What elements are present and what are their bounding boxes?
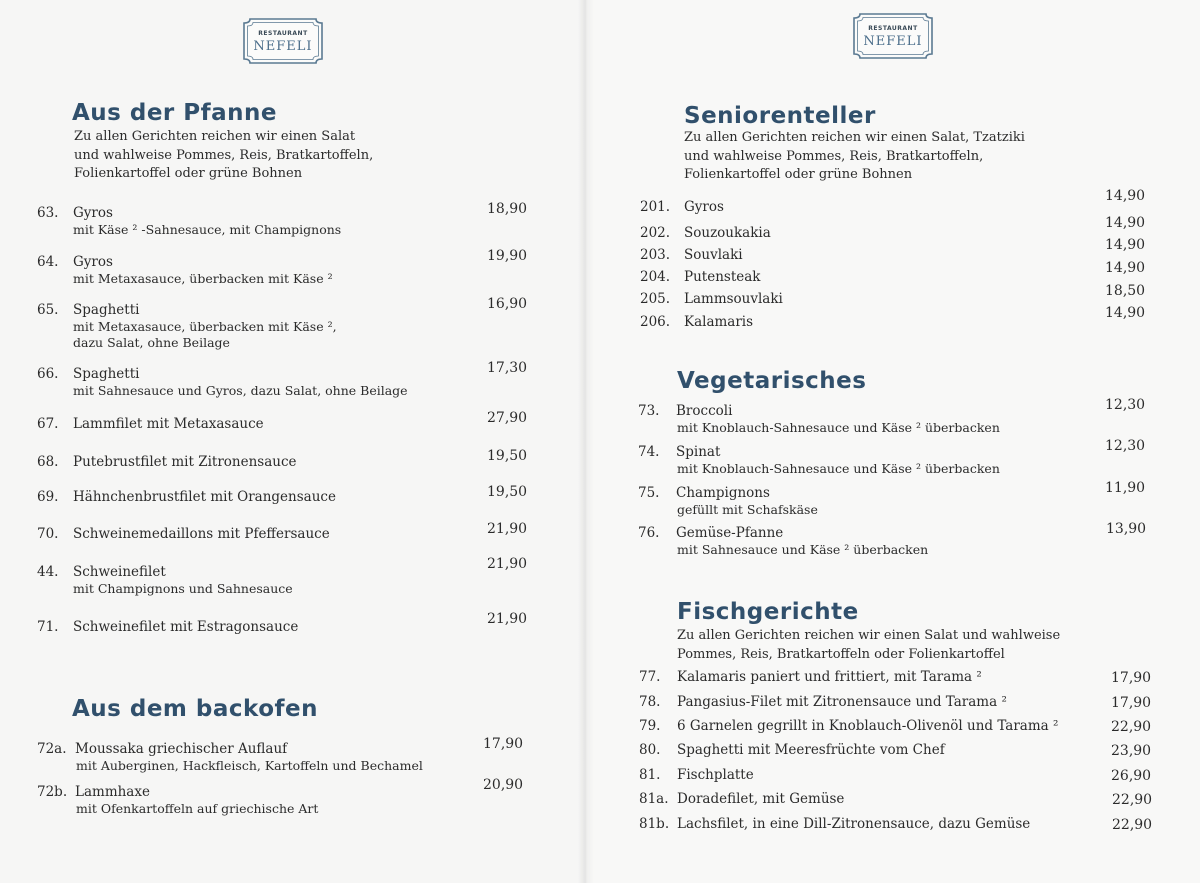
item-price: 26,90	[1111, 768, 1152, 784]
item-name: Moussaka griechischer Auflauf	[75, 741, 288, 757]
item-number: 74.	[638, 444, 660, 460]
item-number: 202.	[640, 225, 671, 241]
section-intro-senioren	[684, 129, 1025, 185]
item-number: 72b.	[37, 784, 68, 800]
item-name: Spaghetti	[73, 366, 140, 382]
item-name: Spinat	[676, 444, 721, 460]
item-number: 68.	[37, 454, 59, 470]
item-number: 65.	[37, 302, 59, 318]
item-price: 22,90	[1111, 719, 1152, 735]
item-price: 19,50	[487, 448, 528, 464]
item-price: 17,90	[1111, 670, 1152, 686]
intro-line: Zu allen Gerichten reichen wir einen Salat	[74, 129, 356, 144]
item-name: Putensteak	[684, 269, 761, 285]
item-number: 66.	[37, 366, 59, 382]
item-description: mit Knoblauch-Sahnesauce und Käse ² überbacken	[677, 420, 1000, 435]
item-name: Souzoukakia	[684, 225, 771, 241]
item-price: 21,90	[487, 611, 528, 627]
item-number: 70.	[37, 526, 59, 542]
intro-line: Pommes, Reis, Bratkartoffeln oder Folienkartoffel	[677, 646, 1005, 662]
logo-name-text: NEFELI	[863, 34, 923, 49]
section-title-pfanne: Aus der Pfanne	[72, 100, 278, 126]
item-price: 18,90	[487, 201, 528, 217]
item-number: 80.	[639, 742, 661, 758]
item-name: Broccoli	[676, 403, 733, 419]
item-name: Gyros	[73, 254, 113, 270]
left-menu-page	[0, 0, 586, 883]
item-description: mit Metaxasauce, überbacken mit Käse ²,	[73, 319, 337, 334]
intro-line: und wahlweise Pommes, Reis, Bratkartoffeln,	[684, 148, 984, 164]
logo-small-text: RESTAURANT	[868, 25, 918, 32]
logo-small-text: RESTAURANT	[258, 30, 308, 37]
item-name: Lammsouvlaki	[684, 291, 783, 307]
item-number: 71.	[37, 619, 59, 635]
item-price: 19,90	[487, 248, 528, 264]
item-number: 206.	[640, 314, 671, 330]
intro-line: Zu allen Gerichten reichen wir einen Salat und wahlweise	[677, 628, 1061, 643]
item-price: 14,90	[1105, 188, 1146, 204]
item-price: 11,90	[1105, 480, 1146, 496]
item-price: 16,90	[487, 296, 528, 312]
item-name: Spaghetti	[73, 302, 140, 318]
item-description: mit Sahnesauce und Käse ² überbacken	[677, 542, 929, 557]
restaurant-logo	[846, 8, 940, 64]
item-name: Fischplatte	[677, 767, 754, 783]
section-title-vegetarisch: Vegetarisches	[677, 368, 867, 394]
item-price: 20,90	[483, 777, 524, 793]
item-number: 81a.	[639, 791, 669, 807]
item-description: gefüllt mit Schafskäse	[677, 502, 818, 517]
item-number: 72a.	[37, 741, 67, 757]
right-menu-page	[586, 0, 1200, 883]
item-name: Lachsfilet, in eine Dill-Zitronensauce, dazu Gemüse	[677, 816, 1031, 832]
item-price: 14,90	[1105, 237, 1146, 253]
item-price: 12,30	[1105, 438, 1146, 454]
item-price: 21,90	[487, 556, 528, 572]
item-description: mit Ofenkartoffeln auf griechische Art	[76, 801, 319, 816]
item-number: 81.	[639, 767, 661, 783]
item-number: 78.	[639, 694, 661, 710]
item-description: mit Champignons und Sahnesauce	[73, 581, 293, 596]
intro-line: Folienkartoffel oder grüne Bohnen	[684, 167, 913, 182]
item-number: 205.	[640, 291, 671, 307]
item-description: mit Käse ² -Sahnesauce, mit Champignons	[73, 222, 342, 237]
item-name: 6 Garnelen gegrillt in Knoblauch-Olivenöl und Tarama ²	[677, 718, 1059, 734]
item-name: Doradefilet, mit Gemüse	[677, 791, 845, 807]
item-number: 64.	[37, 254, 59, 270]
item-price: 17,90	[483, 736, 524, 752]
item-number: 203.	[640, 247, 671, 263]
intro-line: Zu allen Gerichten reichen wir einen Salat, Tzatziki	[684, 130, 1025, 145]
item-description: mit Knoblauch-Sahnesauce und Käse ² überbacken	[677, 461, 1000, 476]
section-title-fisch: Fischgerichte	[677, 599, 859, 625]
item-name: Lammhaxe	[75, 784, 150, 800]
item-description: mit Sahnesauce und Gyros, dazu Salat, ohne Beilage	[73, 383, 408, 398]
item-name: Kalamaris paniert und frittiert, mit Tarama ²	[677, 669, 982, 685]
page-fold	[578, 0, 594, 883]
item-price: 14,90	[1105, 215, 1146, 231]
item-number: 44.	[37, 564, 59, 580]
item-name: Lammfilet mit Metaxasauce	[73, 416, 264, 432]
item-description: mit Metaxasauce, überbacken mit Käse ²	[73, 271, 333, 286]
item-price: 22,90	[1112, 792, 1153, 808]
item-number: 79.	[639, 718, 661, 734]
item-name: Spaghetti mit Meeresfrüchte vom Chef	[677, 742, 945, 758]
item-name: Schweinemedaillons mit Pfeffersauce	[73, 526, 330, 542]
intro-line: und wahlweise Pommes, Reis, Bratkartoffeln,	[74, 147, 374, 163]
item-name: Gemüse-Pfanne	[676, 525, 784, 541]
section-title-senioren: Seniorenteller	[684, 103, 876, 129]
item-price: 14,90	[1105, 305, 1146, 321]
section-intro-pfanne	[74, 128, 373, 184]
item-price: 23,90	[1111, 743, 1152, 759]
item-price: 18,50	[1105, 283, 1146, 299]
item-name: Pangasius-Filet mit Zitronensauce und Tarama ²	[677, 694, 1007, 710]
item-name: Putebrustfilet mit Zitronensauce	[73, 454, 297, 470]
item-name: Gyros	[684, 199, 724, 215]
item-number: 77.	[639, 669, 661, 685]
item-price: 13,90	[1106, 521, 1147, 537]
item-name: Souvlaki	[684, 247, 743, 263]
item-price: 17,30	[487, 360, 528, 376]
item-number: 73.	[638, 403, 660, 419]
section-title-backofen: Aus dem backofen	[72, 696, 318, 722]
item-name: Champignons	[676, 485, 770, 501]
item-price: 14,90	[1105, 260, 1146, 276]
item-price: 17,90	[1111, 695, 1152, 711]
item-name: Kalamaris	[684, 314, 754, 330]
item-name: Schweinefilet	[73, 564, 166, 580]
logo-name-text: NEFELI	[253, 39, 313, 54]
section-intro-fisch	[677, 627, 1060, 664]
intro-line: Folienkartoffel oder grüne Bohnen	[74, 166, 303, 181]
item-number: 204.	[640, 269, 671, 285]
item-name: Gyros	[73, 205, 113, 221]
item-price: 27,90	[487, 410, 528, 426]
item-number: 75.	[638, 485, 660, 501]
item-name: Schweinefilet mit Estragonsauce	[73, 619, 299, 635]
restaurant-logo	[236, 13, 330, 69]
item-number: 201.	[640, 199, 671, 215]
item-price: 22,90	[1112, 817, 1153, 833]
item-number: 63.	[37, 205, 59, 221]
item-name: Hähnchenbrustfilet mit Orangensauce	[73, 489, 336, 505]
item-number: 76.	[638, 525, 660, 541]
item-number: 81b.	[639, 816, 670, 832]
item-price: 12,30	[1105, 397, 1146, 413]
item-number: 67.	[37, 416, 59, 432]
item-price: 21,90	[487, 521, 528, 537]
item-price: 19,50	[487, 484, 528, 500]
item-number: 69.	[37, 489, 59, 505]
item-description: mit Auberginen, Hackfleisch, Kartoffeln und Bechamel	[76, 758, 423, 773]
item-description-line2: dazu Salat, ohne Beilage	[73, 335, 230, 350]
